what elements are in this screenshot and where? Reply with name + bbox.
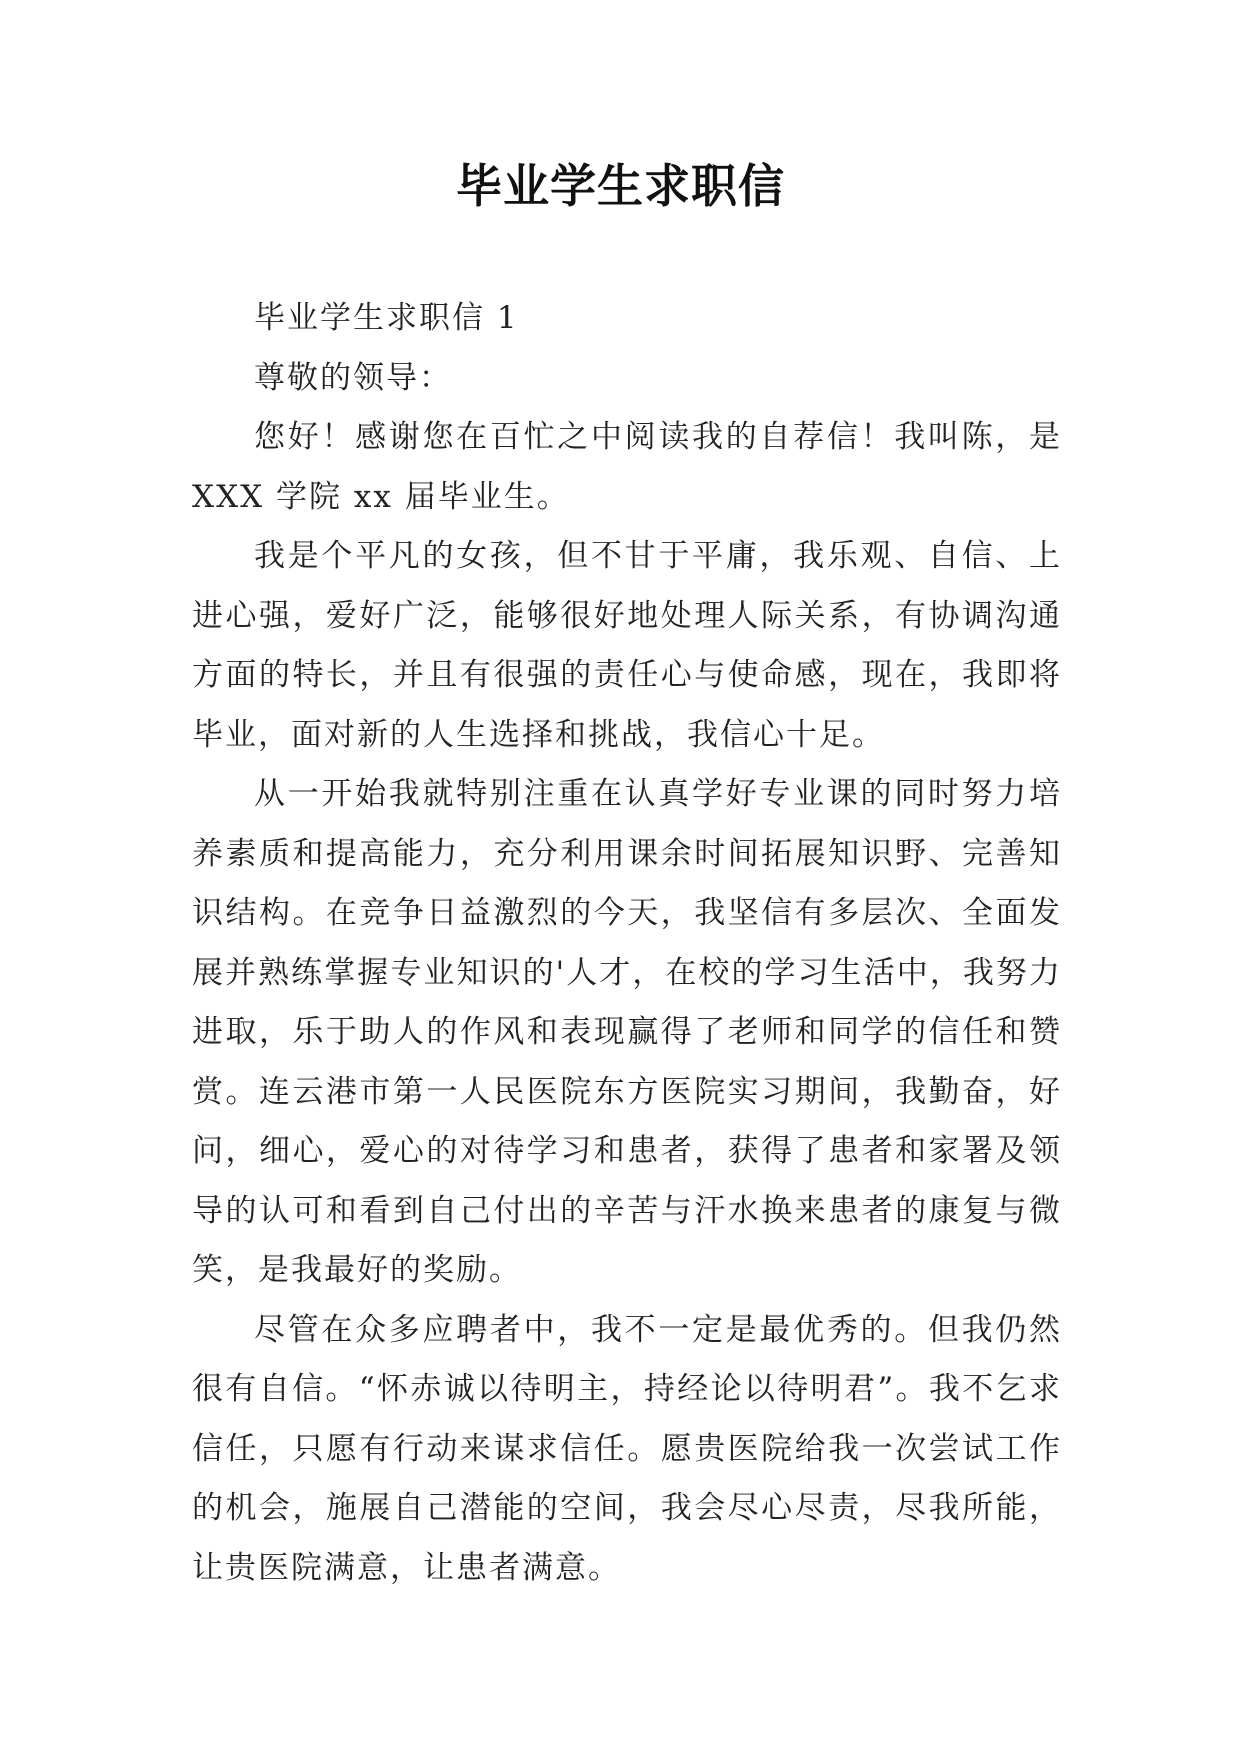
- letter-paragraph-self-intro: 我是个平凡的女孩，但不甘于平庸，我乐观、自信、上进心强，爱好广泛，能够很好地处理人际关系，有协调沟通方面的特长，并且有很强的责任心与使命感，现在，我即将毕业，面对新的人生选择和挑战，我信心十足。: [192, 538, 1062, 753]
- letter-subtitle: 毕业学生求职信 1: [254, 300, 519, 336]
- letter-paragraph-greeting: 您好！感谢您在百忙之中阅读我的自荐信！我叫陈，是 XXX 学院 xx 届毕业生。: [192, 419, 1062, 515]
- document-title: 毕业学生求职信: [456, 159, 785, 213]
- letter-salutation: 尊敬的领导：: [254, 359, 452, 396]
- letter-paragraph-closing: 尽管在众多应聘者中，我不一定是最优秀的。但我仍然很有自信。“怀赤诚以待明主，持经论以待明君”。我不乞求信任，只愿有行动来谋求信任。愿贵医院给我一次尝试工作的机会，施展自己潜能的空间，我会尽心尽责，尽我所能，让贵医院满意，让患者满意。: [192, 1311, 1062, 1586]
- document-body: [192, 289, 1062, 1598]
- letter-paragraph-study: 从一开始我就特别注重在认真学好专业课的同时努力培养素质和提高能力，充分利用课余时间拓展知识野、完善知识结构。在竞争日益激烈的今天，我坚信有多层次、全面发展并熟练掌握专业知识的'人才，在校的学习生活中，我努力进取，乐于助人的作风和表现赢得了老师和同学的信任和赞赏。连云港市第一人民医院东方医院实习期间，我勤奋，好问，细心，爱心的对待学习和患者，获得了患者和家署及领导的认可和看到自己付出的辛苦与汗水换来患者的康复与微笑，是我最好的奖励。: [192, 776, 1062, 1288]
